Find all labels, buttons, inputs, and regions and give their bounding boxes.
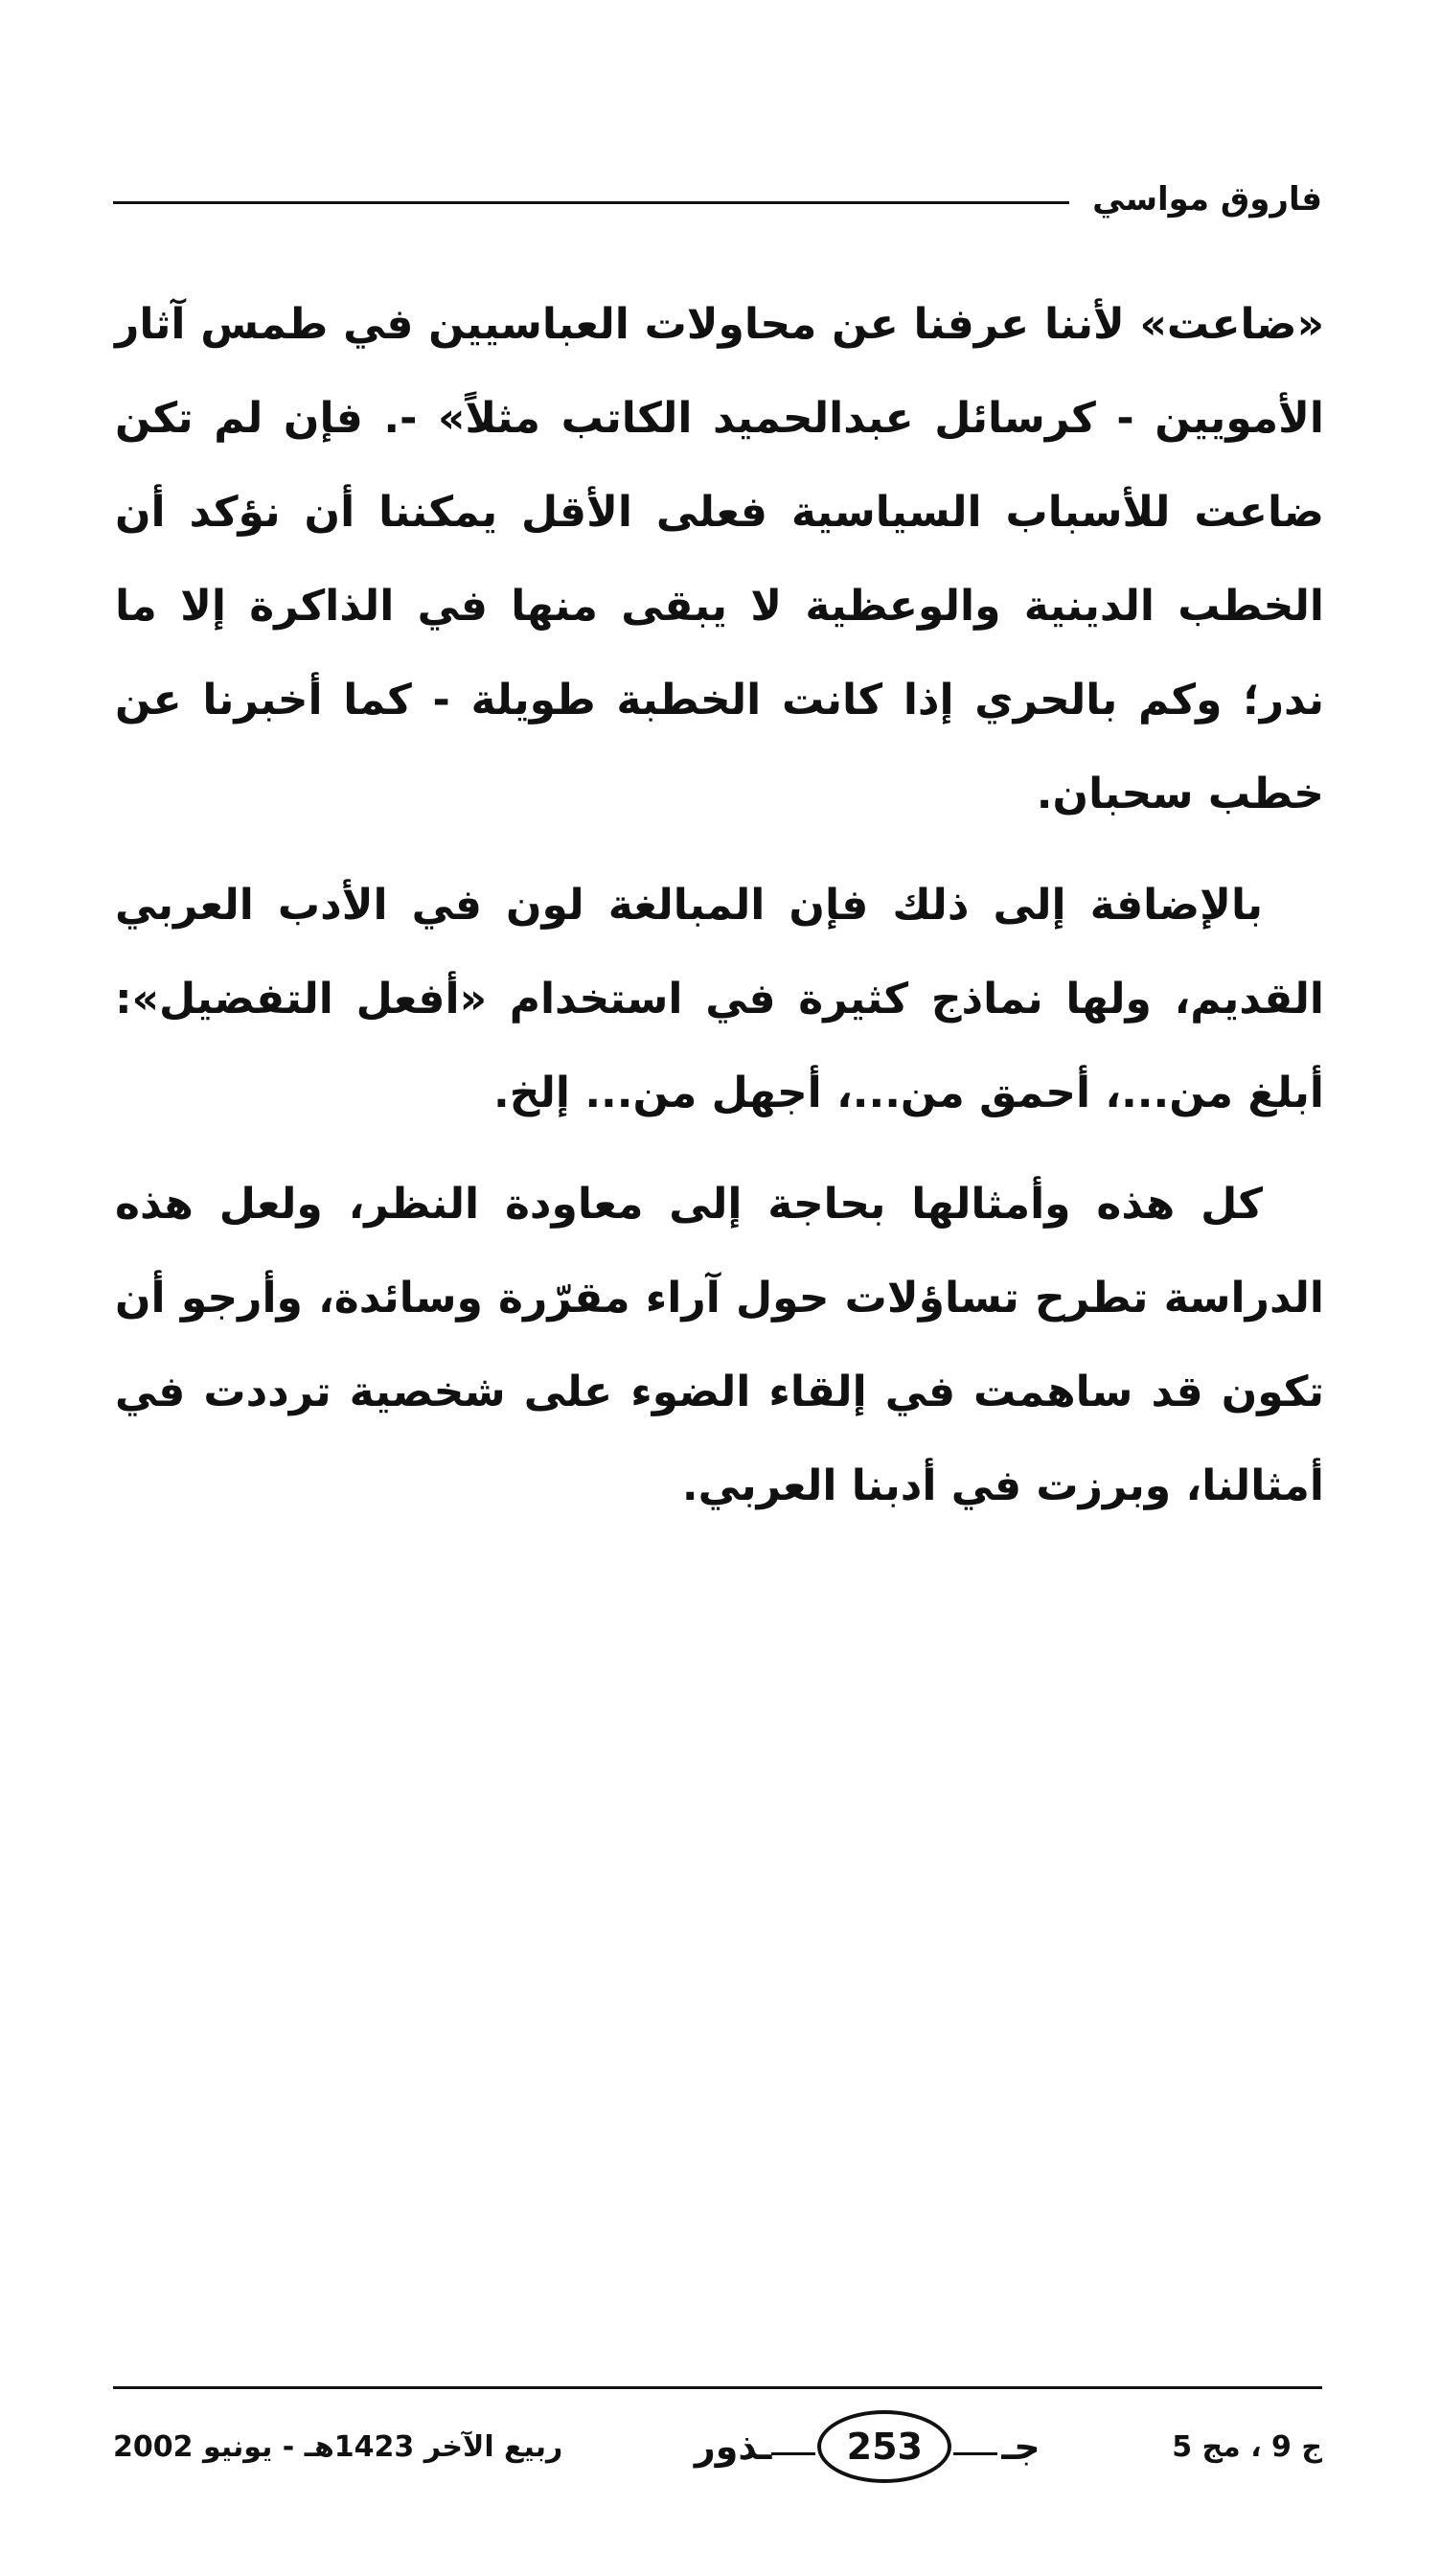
running-footer (113, 2404, 1322, 2490)
journal-title-end: ـذور (694, 2426, 772, 2468)
journal-title-start: جـ (1001, 2426, 1041, 2468)
header-author: فاروق مواسي (1092, 180, 1322, 218)
paragraph-2: بالإضافة إلى ذلك فإن المبالغة لون في الأدب العربي القديم، ولها نماذج كثيرة في استخدام «أفعل التفضيل»: أبلغ من...، أحمق من...، أجهل من... إلخ. (115, 881, 1324, 1117)
paragraph-1: «ضاعت» لأننا عرفنا عن محاولات العباسيين في طمس آثار الأمويين - كرسائل عبدالحميد الكاتب مثلاً» -. فإن لم تكن ضاعت للأسباب السياسية فعلى الأقل يمكننا أن نؤكد أن الخطب الدينية والوعظية لا يبقى منها في الذاكرة إلا ما ندر؛ وكم بالحري إذا كانت الخطبة طويلة - كما أخبرنا عن خطب سحبان. (115, 300, 1324, 818)
page-number: 253 (817, 2410, 951, 2483)
header-rule (113, 201, 1069, 204)
running-header (113, 171, 1322, 228)
footer-rule (113, 2386, 1322, 2389)
journal-title-stroke (953, 2452, 997, 2455)
issue-date: ربيع الآخر 1423هـ - يونيو 2002 (113, 2429, 563, 2464)
volume-label: ج 9 ، مج 5 (1172, 2429, 1322, 2464)
journal-title (695, 2410, 1041, 2483)
paragraph-3: كل هذه وأمثالها بحاجة إلى معاودة النظر، ولعل هذه الدراسة تطرح تساؤلات حول آراء مقرّرة وسائدة، وأرجو أن تكون قد ساهمت في إلقاء الضوء على شخصية ترددت في أمثالنا، وبرزت في أدبنا العربي. (115, 1180, 1324, 1510)
body-text (115, 278, 1324, 1551)
journal-title-stroke (771, 2452, 815, 2455)
